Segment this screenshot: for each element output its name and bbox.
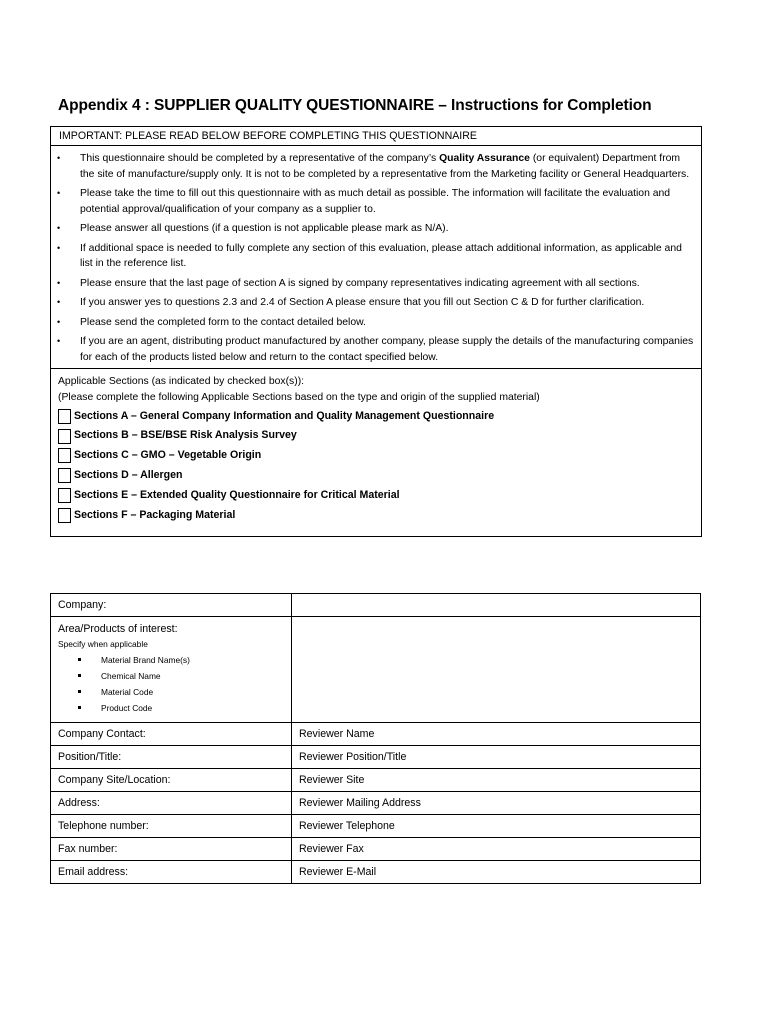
table-row	[51, 838, 701, 861]
table-row	[51, 769, 701, 792]
site-location-label: Company Site/Location:	[51, 769, 292, 792]
applicable-intro: Applicable Sections (as indicated by checked box(s)):	[58, 376, 305, 387]
section-b-option	[58, 428, 695, 445]
bullet-icon: •	[57, 316, 61, 327]
address-label: Address:	[51, 792, 292, 815]
table-row	[51, 746, 701, 769]
list-item: • If you answer yes to questions 2.3 and 2.4 of Section A please ensure that you fill out Section C & D for further clarification.	[57, 295, 695, 311]
table-row	[51, 617, 701, 723]
section-a-option	[58, 408, 695, 425]
instructions-box	[50, 126, 702, 537]
list-item: • Please send the completed form to the contact detailed below.	[57, 315, 695, 331]
section-b-label: Sections B – BSE/BSE Risk Analysis Survey	[74, 429, 297, 442]
section-c-label: Sections C – GMO – Vegetable Origin	[74, 449, 262, 462]
section-e-label: Sections E – Extended Quality Questionnaire for Critical Material	[74, 488, 400, 501]
area-products-label: Area/Products of interest:	[58, 623, 178, 635]
applicable-sections	[51, 369, 701, 536]
section-c-checkbox[interactable]	[58, 448, 71, 463]
bullet-icon: •	[57, 223, 61, 233]
section-d-checkbox[interactable]	[58, 468, 71, 483]
section-f-checkbox[interactable]	[58, 508, 71, 523]
list-item: • This questionnaire should be completed by a representative of the company’s Quality Assurance (or equivalent) Department from the site of manufacture/supply only. It is not to be completed by a representative from the Marketing facility or General Headquarters.	[57, 153, 690, 180]
bullet-icon: •	[57, 153, 61, 163]
bullet-icon: •	[57, 277, 61, 288]
section-f-option	[58, 507, 695, 524]
table-row	[51, 861, 701, 884]
table-row	[51, 792, 701, 815]
area-products-cell	[51, 617, 292, 723]
applicable-note: (Please complete the following Applicable Sections based on the type and origin of the supplied material)	[58, 391, 540, 403]
instruction-list	[51, 146, 701, 369]
email-label: Email address:	[51, 861, 292, 884]
company-label: Company:	[51, 594, 292, 617]
list-item: • If additional space is needed to fully complete any section of this evaluation, please attach additional information, as applicable and list in the reference list.	[57, 242, 682, 269]
area-products-field[interactable]	[292, 617, 701, 723]
section-e-option	[58, 487, 695, 504]
section-d-option	[58, 467, 695, 484]
position-title-label: Position/Title:	[51, 746, 292, 769]
table-row	[51, 594, 701, 617]
list-item: Material Code	[78, 684, 284, 700]
company-contact-label: Company Contact:	[51, 723, 292, 746]
section-d-label: Sections D – Allergen	[74, 469, 183, 482]
company-field[interactable]	[292, 594, 701, 617]
list-item: • Please answer all questions (if a question is not applicable please mark as N/A).	[57, 221, 695, 237]
telephone-field[interactable]: Reviewer Telephone	[292, 815, 701, 838]
table-row	[51, 815, 701, 838]
page-title: Appendix 4 : SUPPLIER QUALITY QUESTIONNAIRE – Instructions for Completion	[58, 97, 652, 114]
table-row	[51, 723, 701, 746]
section-f-label: Sections F – Packaging Material	[74, 508, 236, 521]
email-field[interactable]: Reviewer E-Mail	[292, 861, 701, 884]
list-item: Chemical Name	[78, 668, 284, 684]
section-c-option	[58, 448, 695, 465]
section-a-checkbox[interactable]	[58, 409, 71, 424]
list-item: Material Brand Name(s)	[78, 652, 284, 668]
bullet-icon: •	[57, 188, 61, 198]
bullet-icon: •	[57, 242, 61, 253]
list-item: • Please take the time to fill out this questionnaire with as much detail as possible. The information will facilitate the evaluation and potential approval/qualification of your company as a supplier to.	[57, 188, 671, 215]
bullet-icon: •	[57, 336, 61, 346]
position-title-field[interactable]: Reviewer Position/Title	[292, 746, 701, 769]
section-b-checkbox[interactable]	[58, 429, 71, 444]
important-header: IMPORTANT: PLEASE READ BELOW BEFORE COMPLETING THIS QUESTIONNAIRE	[51, 127, 701, 146]
section-e-checkbox[interactable]	[58, 488, 71, 503]
specify-label: Specify when applicable	[58, 639, 148, 649]
list-item: Product Code	[78, 700, 284, 716]
list-item: • If you are an agent, distributing product manufactured by another company, please supply the details of the manufacturing companies for each of the products listed below and return to the contact specified below.	[57, 336, 694, 363]
telephone-label: Telephone number:	[51, 815, 292, 838]
section-a-label: Sections A – General Company Information and Quality Management Questionnaire	[74, 409, 495, 422]
address-field[interactable]: Reviewer Mailing Address	[292, 792, 701, 815]
company-contact-field[interactable]: Reviewer Name	[292, 723, 701, 746]
specify-list	[58, 652, 284, 716]
contact-form-table	[50, 593, 701, 884]
list-item: • Please ensure that the last page of section A is signed by company representatives indicating agreement with all sections.	[57, 276, 695, 292]
bullet-icon: •	[57, 297, 61, 307]
fax-label: Fax number:	[51, 838, 292, 861]
fax-field[interactable]: Reviewer Fax	[292, 838, 701, 861]
site-location-field[interactable]: Reviewer Site	[292, 769, 701, 792]
